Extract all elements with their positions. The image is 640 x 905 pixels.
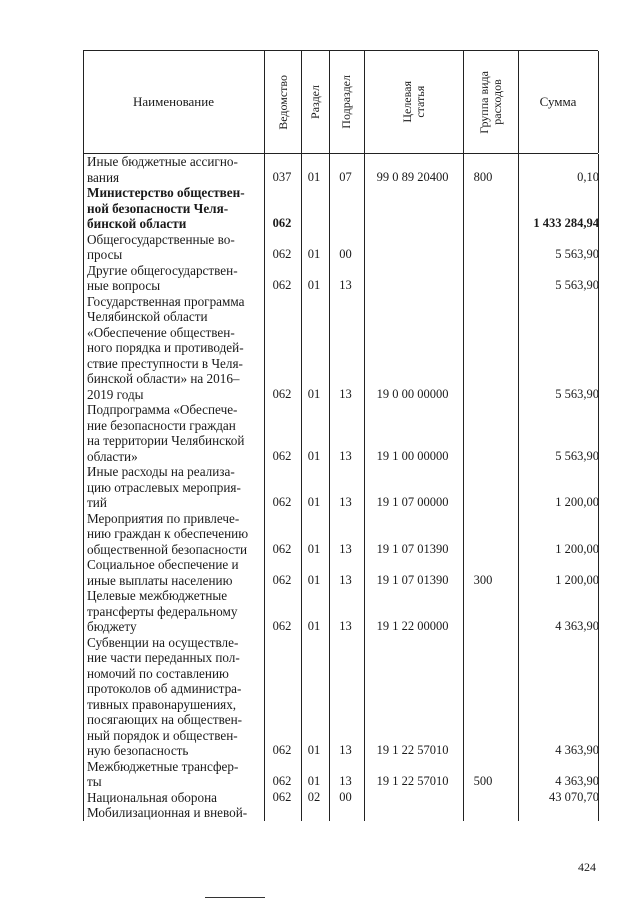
cell-pod: 00 [339,247,352,261]
cell-sum: 5 563,90 [555,278,599,292]
cell-pod: 13 [339,774,352,788]
row-name: Субвенции на осуществле- ние части переданных пол- номочий по составлению протоколов об администра- тивных правонарушениях, посягающих на обществен- ный порядок и обществен- ную безопасность [87,634,243,758]
table-row [83,635,598,759]
table-header [83,50,598,154]
table-body [83,154,598,821]
header-podrazdel: Подраздел [339,75,353,129]
cell-ved: 062 [272,572,292,587]
cell-grp: 500 [473,774,493,788]
cell-ved: 062 [272,247,292,261]
cell-ved: 062 [272,495,292,509]
table-row [83,154,598,185]
table-row [83,805,598,821]
budget-table [83,50,598,821]
cell-ved: 062 [272,541,292,556]
cell-raz: 01 [307,169,321,184]
cell-raz: 01 [307,495,321,509]
cell-raz: 01 [307,774,321,788]
cell-cel: 99 0 89 20400 [376,169,449,184]
cell-cel: 19 1 00 00000 [376,448,449,463]
cell-pod: 00 [339,789,352,804]
cell-pod: 13 [339,541,352,556]
cell-sum: 1 200,00 [555,541,599,556]
cell-ved: 062 [272,278,292,292]
row-name: Иные расходы на реализа- цию отраслевых мероприя- тий [87,464,241,510]
row-name: Общегосударственные во- просы [87,231,235,262]
cell-cel: 19 1 07 00000 [376,495,449,509]
cell-raz: 01 [307,743,321,757]
row-name: Министерство обществен- ной безопасности Челя- бинской области [87,185,245,231]
header-summa: Сумма [539,94,577,109]
table-row [83,464,598,511]
cell-raz: 01 [307,448,321,463]
cell-raz: 01 [307,572,321,587]
row-name: Межбюджетные трансфер- ты [87,758,239,789]
row-name: Социальное обеспечение и иные выплаты населению [87,557,239,588]
table-row [83,759,598,790]
cell-ved: 062 [272,216,292,230]
table-row [83,588,598,635]
table-row [83,294,598,403]
header-gruppa-vida-raskhodov: Группа вида расходов [476,70,504,134]
cell-sum: 5 563,90 [555,448,599,463]
table-row [83,511,598,558]
header-razdel: Раздел [307,85,322,119]
page-number: 424 [578,860,596,874]
cell-ved: 062 [272,386,292,401]
cell-ved: 062 [272,789,292,804]
cell-raz: 01 [307,386,321,401]
footer-divider [205,897,265,898]
cell-sum: 1 200,00 [555,572,599,587]
cell-pod: 13 [339,743,352,757]
row-name: Другие общегосударствен- ные вопросы [87,262,238,293]
cell-cel: 19 1 22 57010 [376,774,449,788]
cell-sum: 4 363,90 [555,743,599,757]
cell-grp: 300 [473,572,493,587]
table-row [83,790,598,806]
cell-ved: 062 [272,774,292,788]
cell-sum: 5 563,90 [555,386,599,401]
cell-pod: 13 [339,386,352,401]
table-row [83,402,598,464]
cell-pod: 13 [339,572,352,587]
cell-sum: 4 363,90 [555,774,599,788]
cell-raz: 02 [307,789,321,804]
table-row [83,232,598,263]
row-name: Национальная оборона [87,789,217,805]
cell-sum: 4 363,90 [555,619,599,633]
cell-pod: 13 [339,495,352,509]
cell-sum: 1 433 284,94 [533,216,599,230]
cell-sum: 1 200,00 [555,495,599,509]
cell-cel: 19 1 07 01390 [376,541,449,556]
cell-cel: 19 1 22 00000 [376,619,449,633]
cell-sum: 43 070,70 [549,789,599,804]
cell-raz: 01 [307,541,321,556]
header-celevaya-statya: Целевая статья [399,81,427,123]
table-row [83,185,598,232]
cell-ved: 062 [272,448,292,463]
row-name: Подпрограмма «Обеспече- ние безопасности граждан на территории Челябинской области» [87,402,245,464]
cell-cel: 19 0 00 00000 [376,386,449,401]
row-name: Целевые межбюджетные трансферты федеральному бюджету [87,588,238,634]
header-vedomstvo: Ведомство [275,74,290,130]
cell-pod: 13 [339,278,352,292]
cell-raz: 01 [307,247,321,261]
cell-ved: 062 [272,743,292,757]
row-name: Мероприятия по привлече- нию граждан к обеспечению общественной безопасности [87,510,249,557]
cell-sum: 5 563,90 [555,247,599,261]
row-name: Государственная программа Челябинской области «Обеспечение обществен- ного порядка и противодей- ствие преступности в Челя- бинской области» на 2016– 2019 годы [87,293,245,402]
cell-pod: 07 [339,169,352,184]
cell-sum: 0,10 [577,169,599,184]
cell-raz: 01 [307,278,321,292]
cell-grp: 800 [473,169,493,184]
cell-raz: 01 [307,619,321,633]
header-name: Наименование [133,94,214,109]
cell-cel: 19 1 07 01390 [376,572,449,587]
table-row [83,557,598,588]
cell-ved: 037 [272,169,292,184]
cell-pod: 13 [339,619,352,633]
cell-ved: 062 [272,619,292,633]
row-name: Иные бюджетные ассигно- вания [87,154,238,185]
cell-pod: 13 [339,448,352,463]
table-row [83,263,598,294]
cell-cel: 19 1 22 57010 [376,743,449,757]
row-name: Мобилизационная и вневой- [87,805,248,820]
